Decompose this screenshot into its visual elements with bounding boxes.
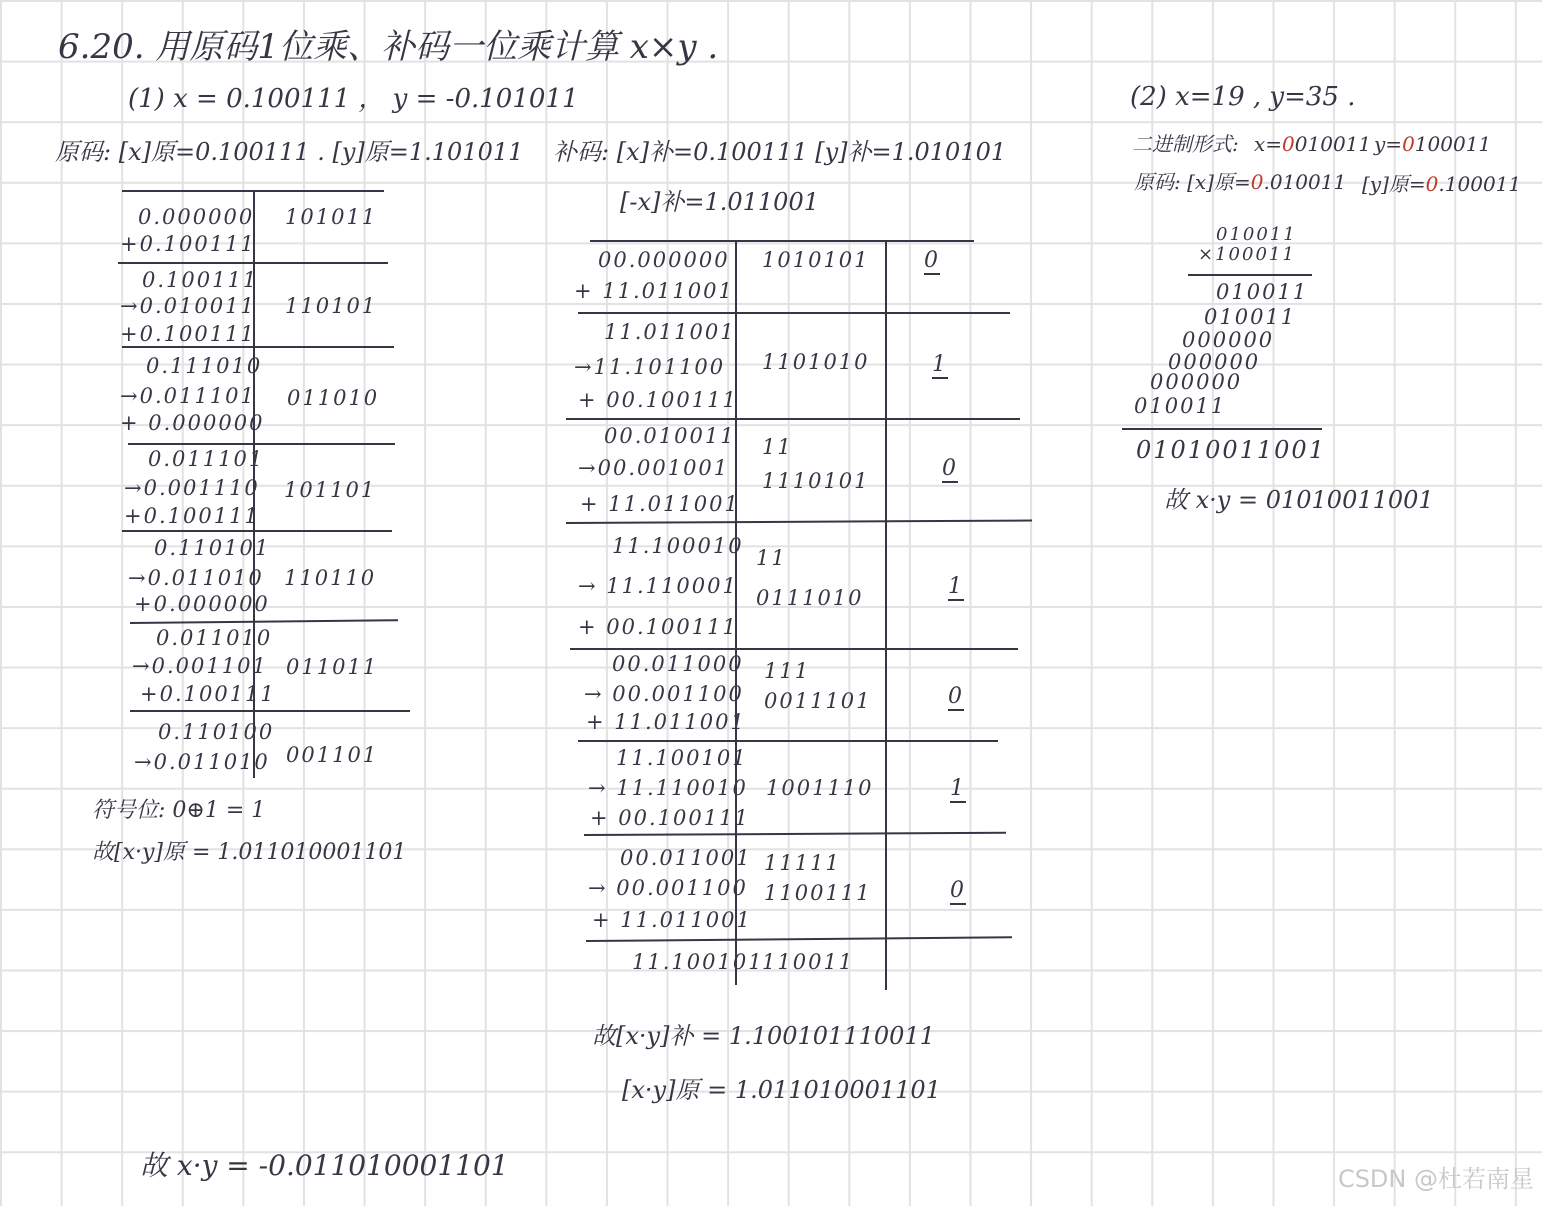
buma-cell: + 00.100111 (578, 615, 738, 639)
buma-rule (586, 936, 1012, 942)
yuanma-cell: →0.011010 (128, 566, 264, 590)
yuanma-right: 101101 (284, 478, 377, 502)
part2-final: 故 x·y = 01010011001 (1164, 486, 1434, 514)
yuanma-cell: +0.100111 (120, 232, 256, 256)
x-binary (1254, 134, 1371, 154)
buma-cell: 11.100101 (616, 746, 748, 770)
sign-bit: 符号位: 0⊕1 = 1 (92, 798, 266, 823)
buma-cell: 00.000000 (598, 248, 730, 272)
buma-cell: 00.011000 (612, 652, 744, 676)
y-yuan-rest: .100011 (1438, 172, 1522, 196)
problem-title: 6.20. 用原码1位乘、补码一位乘计算 x×y . (58, 27, 719, 67)
buma-rule (578, 740, 998, 742)
yuanma-cell: →0.001110 (124, 476, 260, 500)
buma-cell: + 00.100111 (590, 806, 750, 830)
y-binary (1374, 134, 1491, 154)
yuanma-rule (130, 710, 410, 712)
part1-given: (1) x = 0.100111 ， y = -0.101011 (128, 84, 579, 114)
yuanma-rule (122, 530, 392, 532)
buma-rule (570, 648, 1018, 650)
buma-cell: → 11.110001 (578, 574, 738, 598)
buma-mid: 1001110 (766, 776, 874, 800)
x-yuan-rest: .010011 (1263, 170, 1347, 194)
buma-rule (584, 832, 1006, 836)
yuanma-right: 110110 (284, 566, 377, 590)
binary-label: 二进制形式: (1132, 132, 1239, 156)
yuanma-cell: +0.100111 (140, 682, 276, 706)
yuanma-cell: →0.001101 (132, 654, 268, 678)
yuanma-result: 故[x·y]原 = 1.011010001101 (92, 840, 407, 865)
buma-header: 补码: [x]补=0.100111 [y]补=1.010101 (553, 138, 1007, 166)
yuanma-cell: +0.100111 (120, 322, 256, 346)
yuanma-cell: 0.000000 (138, 205, 255, 229)
y-binary-prefix: y= (1374, 132, 1403, 156)
buma-result-bu: 故[x·y]补 = 1.100101110011 (592, 1022, 935, 1050)
buma-mid: 11 1110101 (762, 435, 870, 493)
buma-flag: 1 (948, 574, 964, 599)
mult-line: 000000 (1182, 328, 1275, 352)
part1-final: 故 x·y = -0.011010001101 (140, 1149, 509, 1182)
yuanma-cell: 0.011101 (148, 447, 265, 471)
buma-cell: 00.011001 (620, 846, 752, 870)
yuanma-rule (118, 262, 388, 264)
buma-cell: →00.001001 (578, 456, 730, 480)
y-yuan-label: [y]原= (1362, 172, 1426, 196)
buma-rule (566, 520, 1032, 524)
buma-flag: 0 (924, 248, 940, 273)
buma-cell: → 11.110010 (588, 776, 748, 800)
mult-line: 010011 (1204, 305, 1297, 329)
buma-mid: 1101010 (762, 350, 870, 374)
buma-rule (566, 418, 1020, 420)
yuanma-cell: 0.111010 (146, 354, 263, 378)
yuanma-header: 原码: [x]原=0.100111 . [y]原=1.101011 (55, 138, 524, 166)
yuanma-cell: 0.100111 (142, 268, 259, 292)
buma-result-yuan: [x·y]原 = 1.011010001101 (622, 1076, 941, 1104)
buma-cell: → 00.001100 (584, 682, 744, 706)
buma-flag: 0 (942, 456, 958, 481)
buma-cell: 11.011001 (604, 320, 736, 344)
mult-line: 010011 (1216, 280, 1309, 304)
yuanma-cell: →0.011101 (120, 384, 256, 408)
buma-flag: 1 (932, 352, 948, 377)
watermark: CSDN @杜若南星 (1337, 1165, 1534, 1193)
x-binary-red: 0 (1282, 132, 1295, 156)
x-yuan-red: 0 (1250, 170, 1264, 194)
yuanma-cell: 0.011010 (156, 626, 273, 650)
x-binary-rest: 010011 (1294, 132, 1372, 156)
buma-cell: 00.010011 (604, 424, 736, 448)
yuanma-right: 110101 (285, 294, 378, 318)
buma-mid: 11111 1100111 (764, 851, 872, 905)
yuanma-cell: +0.100111 (124, 504, 260, 528)
neg-x-buma: [-x]补=1.011001 (620, 188, 819, 216)
buma-mid: 1010101 (762, 248, 870, 272)
buma-cell: + 11.011001 (592, 908, 752, 932)
buma-rule (590, 240, 974, 242)
mult-rule (1188, 274, 1312, 276)
mult-line: 000000 (1150, 370, 1243, 394)
buma-mid: 111 0011101 (764, 659, 872, 713)
part2-given: (2) x=19 , y=35 . (1130, 82, 1356, 112)
yuanma-cell: →0.011010 (134, 750, 270, 774)
buma-cell: + 11.011001 (580, 492, 740, 516)
mult-line: ×100011 (1198, 244, 1296, 265)
buma-cell: →11.101100 (574, 355, 726, 379)
y-yuan-red: 0 (1425, 172, 1439, 196)
buma-flag: 0 (948, 684, 964, 709)
yuanma-right: 001101 (286, 743, 379, 767)
yuanma-rule (122, 346, 394, 348)
y-binary-red: 0 (1402, 132, 1415, 156)
yuanma-label: 原码: [x]原= (1134, 170, 1251, 194)
buma-mid: 110011 (762, 950, 855, 974)
buma-cell: 11.100010 (612, 534, 744, 558)
yuanma-right: 011011 (286, 655, 379, 679)
mult-result: 01010011001 (1136, 436, 1326, 464)
y-yuan (1362, 174, 1521, 194)
yuanma-cell: +0.000000 (134, 592, 270, 616)
buma-cell: + 11.011001 (586, 710, 746, 734)
buma-rule (578, 312, 1010, 314)
y-binary-rest: 100011 (1414, 132, 1492, 156)
buma-cell: 11.100101 (632, 950, 764, 974)
mult-line: 010011 (1134, 394, 1227, 418)
buma-cell: + 00.100111 (578, 388, 738, 412)
buma-flag: 1 (950, 776, 966, 801)
x-yuan (1134, 172, 1346, 192)
mult-line: 010011 (1216, 224, 1297, 245)
buma-mid: 11 0111010 (756, 546, 864, 610)
buma-cell: + 11.011001 (574, 279, 734, 303)
yuanma-cell: →0.010011 (120, 294, 256, 318)
buma-divider-left (735, 240, 737, 985)
yuanma-rule (122, 190, 384, 192)
yuanma-cell: + 0.000000 (120, 411, 265, 435)
yuanma-rule (128, 443, 395, 445)
x-binary-prefix: x= (1254, 132, 1283, 156)
mult-line: 000000 (1168, 350, 1261, 374)
buma-flag: 0 (950, 878, 966, 903)
yuanma-right: 011010 (287, 386, 380, 410)
yuanma-rule (130, 619, 398, 624)
mult-rule (1122, 428, 1322, 430)
yuanma-cell: 0.110101 (154, 536, 271, 560)
yuanma-cell: 0.110100 (158, 720, 275, 744)
yuanma-right: 101011 (285, 205, 378, 229)
buma-cell: → 00.001100 (588, 876, 748, 900)
buma-divider-right (885, 240, 887, 990)
